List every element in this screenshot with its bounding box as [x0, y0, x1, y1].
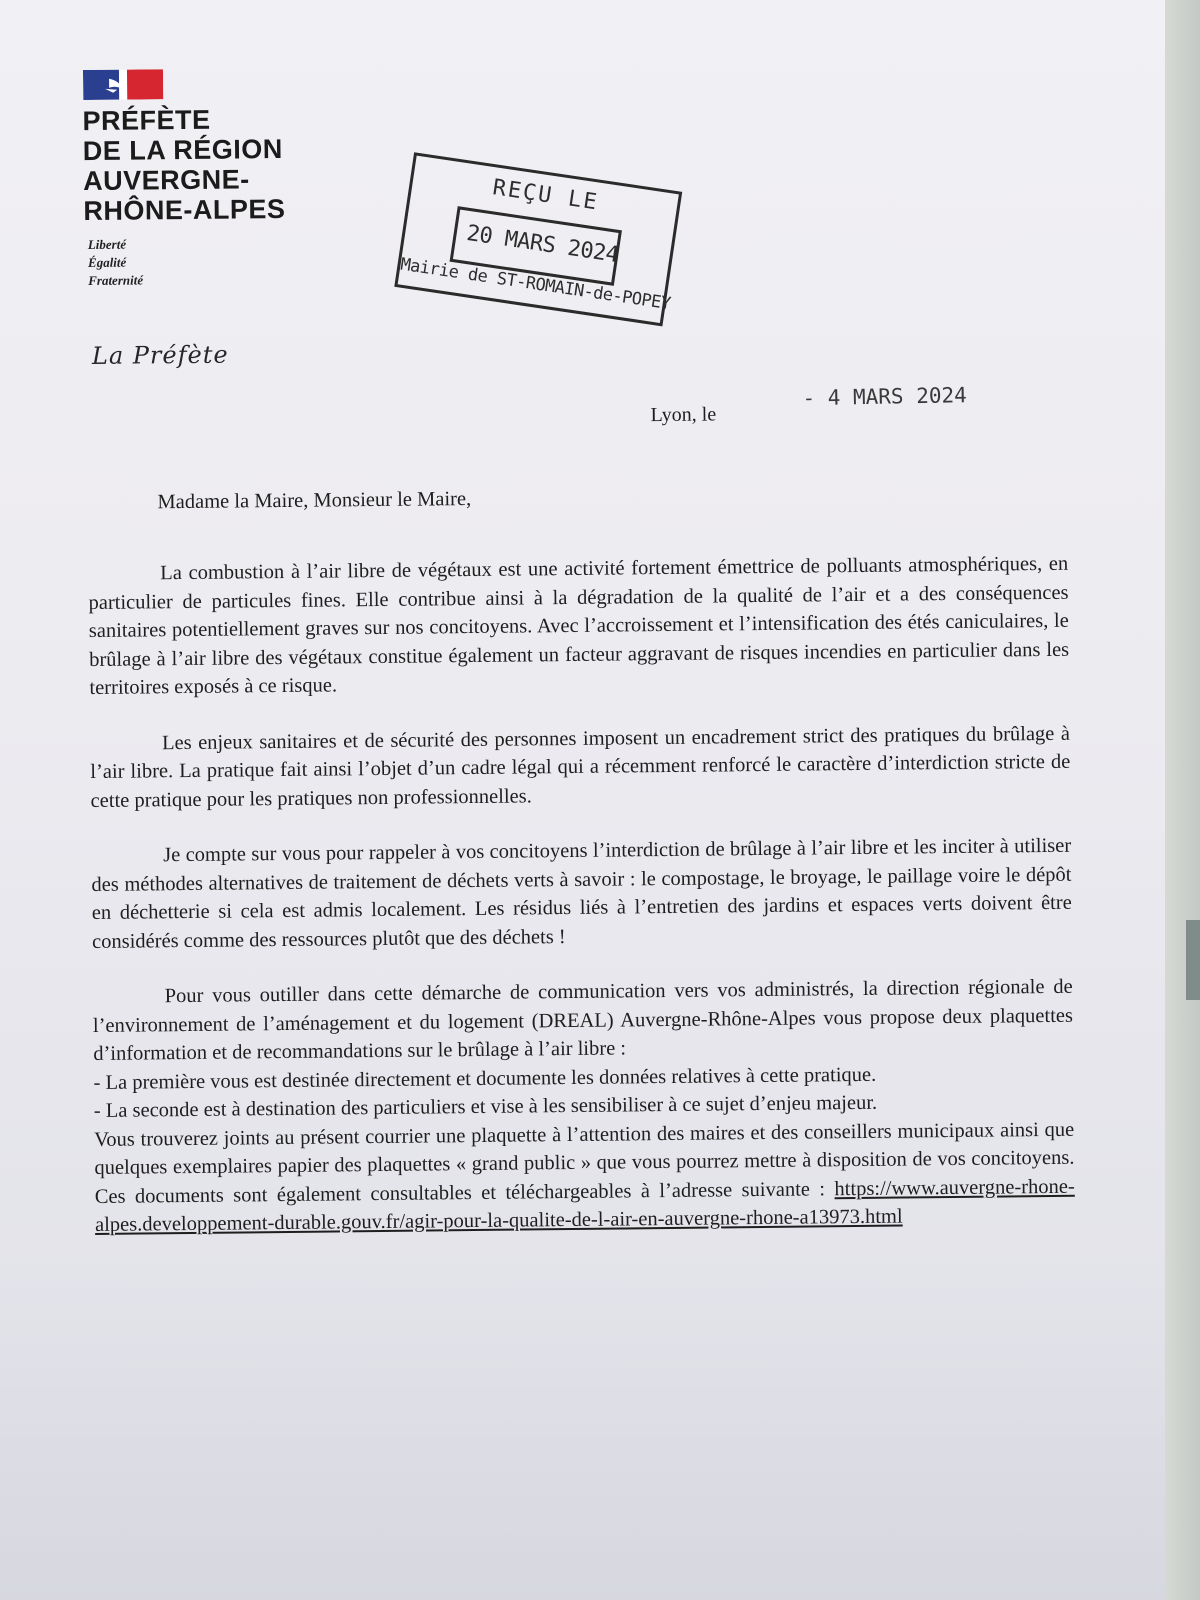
- salutation: Madame la Maire, Monsieur le Maire,: [157, 488, 472, 514]
- paragraph: Je compte sur vous pour rappeler à vos concitoyens l’interdiction de brûlage à l’air libre et les inciter à utiliser des méthodes alternatives de traitement de déchets verts à savoir : le compostage, le broyage, le paillage voire le dépôt en déchetterie si cela est admis localement. Les résidus liés à l’entretien des jardins et espaces verts doivent être considérés comme des ressources plutôt que des déchets !: [91, 834, 1072, 953]
- institution-line: PRÉFÈTE: [82, 104, 211, 137]
- dateline-place: Lyon, le: [650, 403, 717, 427]
- motto-line: Égalité: [87, 254, 127, 271]
- institution-line: RHÔNE-ALPES: [83, 193, 286, 227]
- desk-edge: [1186, 920, 1200, 1000]
- paragraph: Les enjeux sanitaires et de sécurité des personnes imposent un encadrement strict des pratiques du brûlage à l’air libre. La pratique fait ainsi l’objet d’un cadre légal qui a récemment renforcé le caractère d’interdiction stricte de cette pratique pour les pratiques non professionnelles.: [90, 722, 1071, 812]
- bullet-item: - La seconde est à destination des particuliers et vise à les sensibiliser à ce sujet d’enjeu majeur.: [93, 1091, 878, 1123]
- bullet-item: - La première vous est destinée directement et documente les données relatives à cette pratique.: [93, 1063, 877, 1094]
- dateline-date: - 4 MARS 2024: [802, 383, 968, 411]
- desk-background: [1160, 0, 1200, 1600]
- motto-line: Liberté: [87, 236, 127, 253]
- received-stamp: [394, 152, 682, 326]
- closing-text: Vous trouverez joints au présent courrier une plaquette à l’attention des maires et des conseillers municipaux ainsi que quelques exemplaires papier des plaquettes « grand public » que vous pourrez mettre à disposition de vos concitoyens. Ces documents sont également consultables et téléchargeables à l’adresse suivante :: [94, 1118, 1075, 1208]
- closing-paragraph: [94, 1115, 1075, 1239]
- stamp-date: 20 MARS 2024: [465, 220, 621, 269]
- resource-link[interactable]: https://www.auvergne-rhone-alpes.developpement-durable.gouv.fr/agir-pour-la-qualite-de-l-air-en-auvergne-rhone-a13973.html: [94, 1175, 1075, 1236]
- paragraph: La combustion à l’air libre de végétaux est une activité fortement émettrice de polluants atmosphériques, en particulier de particules fines. Elle contribue ainsi à la dégradation de la qualité de l’air et a des conséquences sanitaires potentiellement graves sur nos concitoyens. Avec l’accroissement et l’intensification des étés caniculaires, le brûlage à l’air libre des végétaux constitue également un facteur aggravant de risques incendies en particulier dans les territoires exposés à ce risque.: [88, 552, 1070, 700]
- stamp-header: REÇU LE: [490, 175, 601, 216]
- institution-name: [82, 104, 285, 226]
- stamp-footer: Mairie de ST-ROMAIN-de-POPEY: [399, 254, 672, 315]
- institution-line: AUVERGNE-: [82, 164, 250, 197]
- motto-line: Fraternité: [88, 272, 144, 289]
- republic-motto: [88, 235, 143, 290]
- signatory-title: La Préfète: [91, 340, 229, 370]
- paragraph: Pour vous outiller dans cette démarche de communication vers vos administrés, la direction régionale de l’environnement de l’aménagement et du logement (DREAL) Auvergne-Rhône-Alpes vous propose deux plaquettes d’information et de recommandations sur le brûlage à l’air libre :: [92, 975, 1074, 1066]
- letter-body: [88, 550, 1075, 1240]
- institution-line: DE LA RÉGION: [82, 133, 283, 167]
- marianne-logo: [83, 69, 163, 100]
